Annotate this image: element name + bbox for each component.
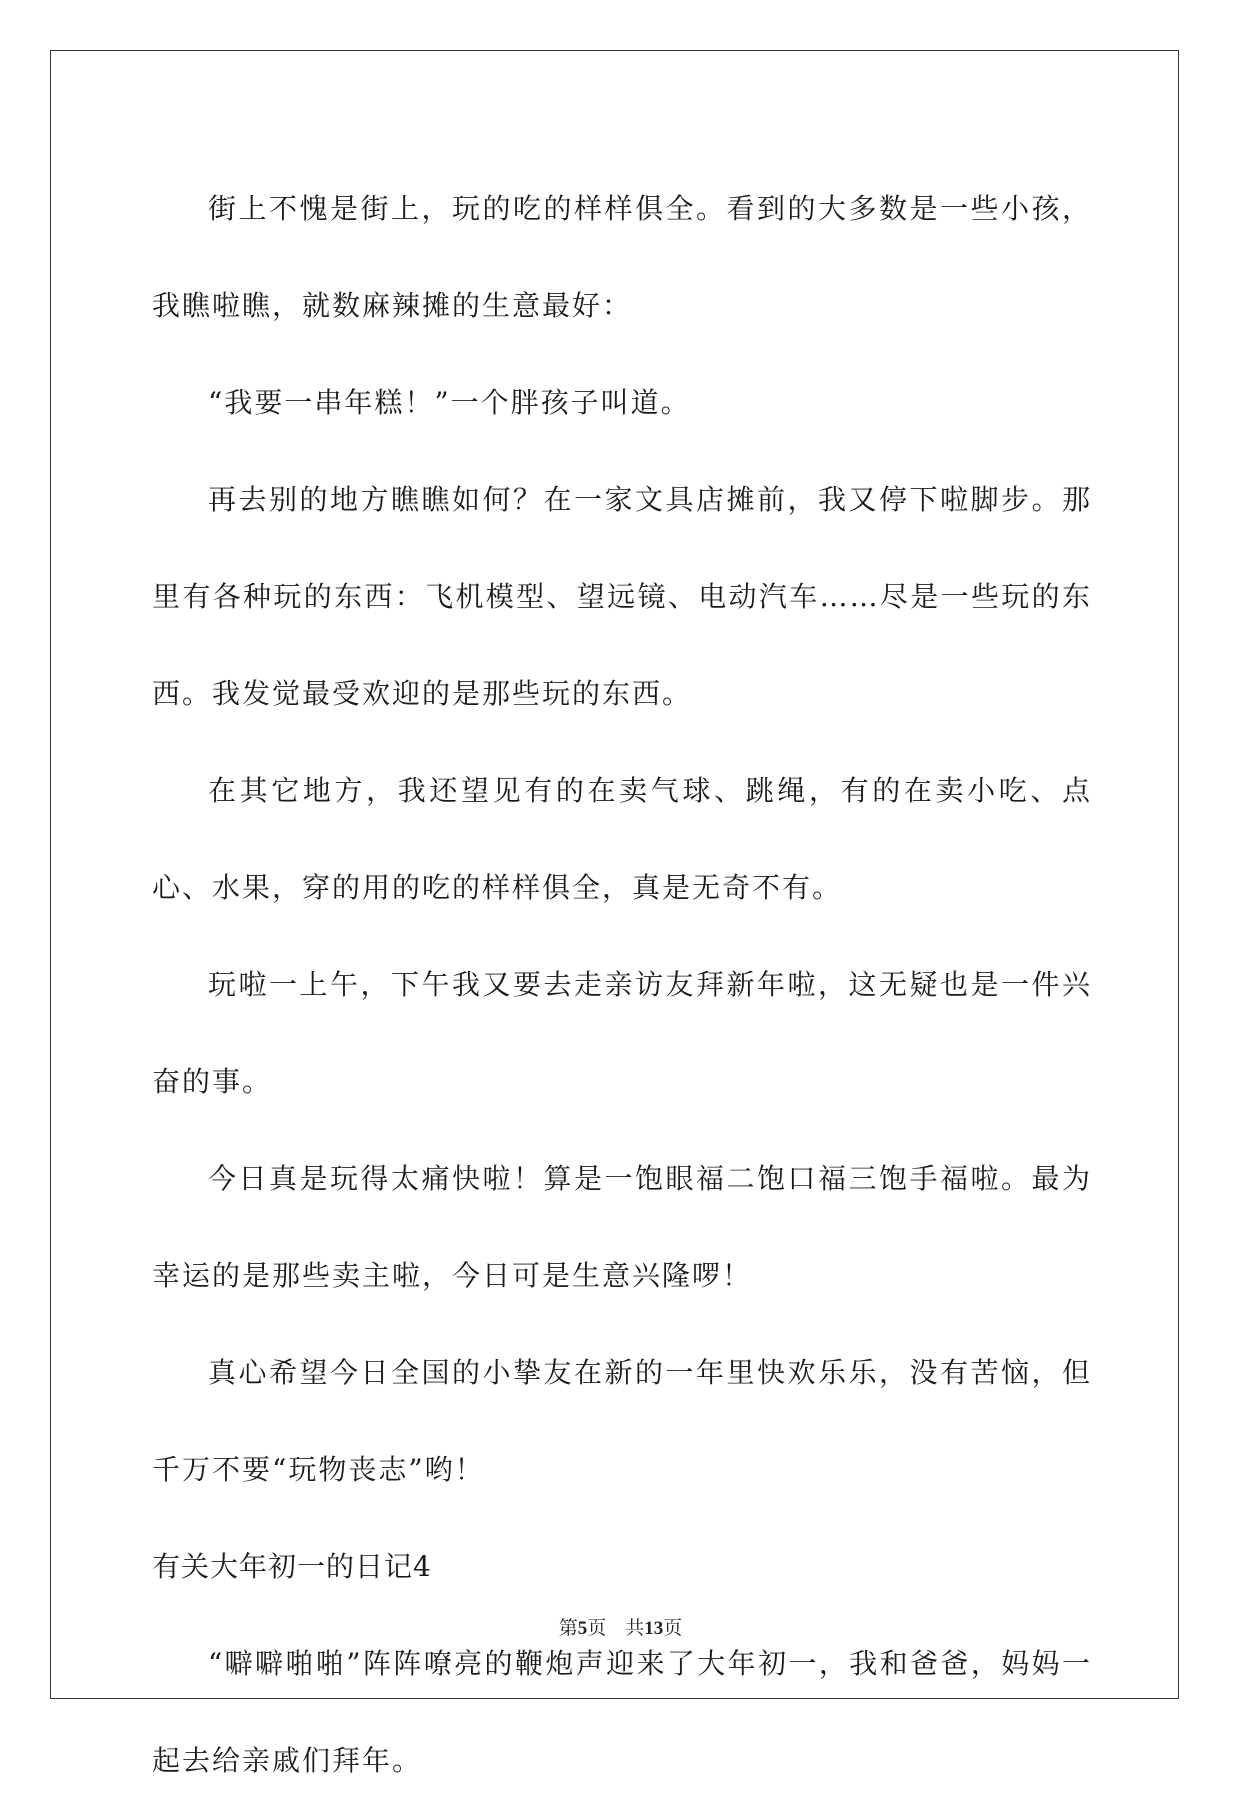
footer-suffix: 页	[663, 1617, 683, 1639]
footer-middle: 页 共	[587, 1617, 645, 1639]
page-footer	[0, 1613, 1241, 1640]
document-body	[152, 160, 1092, 1809]
footer-prefix: 第	[558, 1617, 578, 1639]
paragraph-rice-cake: “我要一串年糕！”一个胖孩子叫道。	[208, 386, 691, 419]
paragraph-stationery: 再去别的地方瞧瞧如何？在一家文具店摊前，我又停下啦脚步。那里有各种玩的东西：飞机模型、望远镜、电动汽车……尽是一些玩的东西。我发觉最受欢迎的是那些玩的东西。	[152, 483, 1092, 710]
paragraph-firecrackers: “噼噼啪啪”阵阵嘹亮的鞭炮声迎来了大年初一，我和爸爸，妈妈一起去给亲戚们拜年。	[152, 1647, 1092, 1777]
paragraph-afternoon: 玩啦一上午，下午我又要去走亲访友拜新年啦，这无疑也是一件兴奋的事。	[152, 968, 1092, 1098]
paragraph-happy-day: 今日真是玩得太痛快啦！算是一饱眼福二饱口福三饱手福啦。最为幸运的是那些卖主啦，今日可是生意兴隆啰！	[152, 1162, 1092, 1292]
section-heading: 有关大年初一的日记4	[152, 1550, 432, 1583]
paragraph-wish: 真心希望今日全国的小挚友在新的一年里快欢乐乐，没有苦恼，但千万不要“玩物丧志”哟！	[152, 1356, 1092, 1486]
footer-total-pages: 13	[644, 1618, 664, 1639]
paragraph-other-stalls: 在其它地方，我还望见有的在卖气球、跳绳，有的在卖小吃、点心、水果，穿的用的吃的样样俱全，真是无奇不有。	[152, 774, 1092, 904]
paragraph-street: 街上不愧是街上，玩的吃的样样俱全。看到的大多数是一些小孩，我瞧啦瞧，就数麻辣摊的生意最好：	[152, 192, 1092, 322]
footer-page-number: 5	[577, 1618, 588, 1639]
